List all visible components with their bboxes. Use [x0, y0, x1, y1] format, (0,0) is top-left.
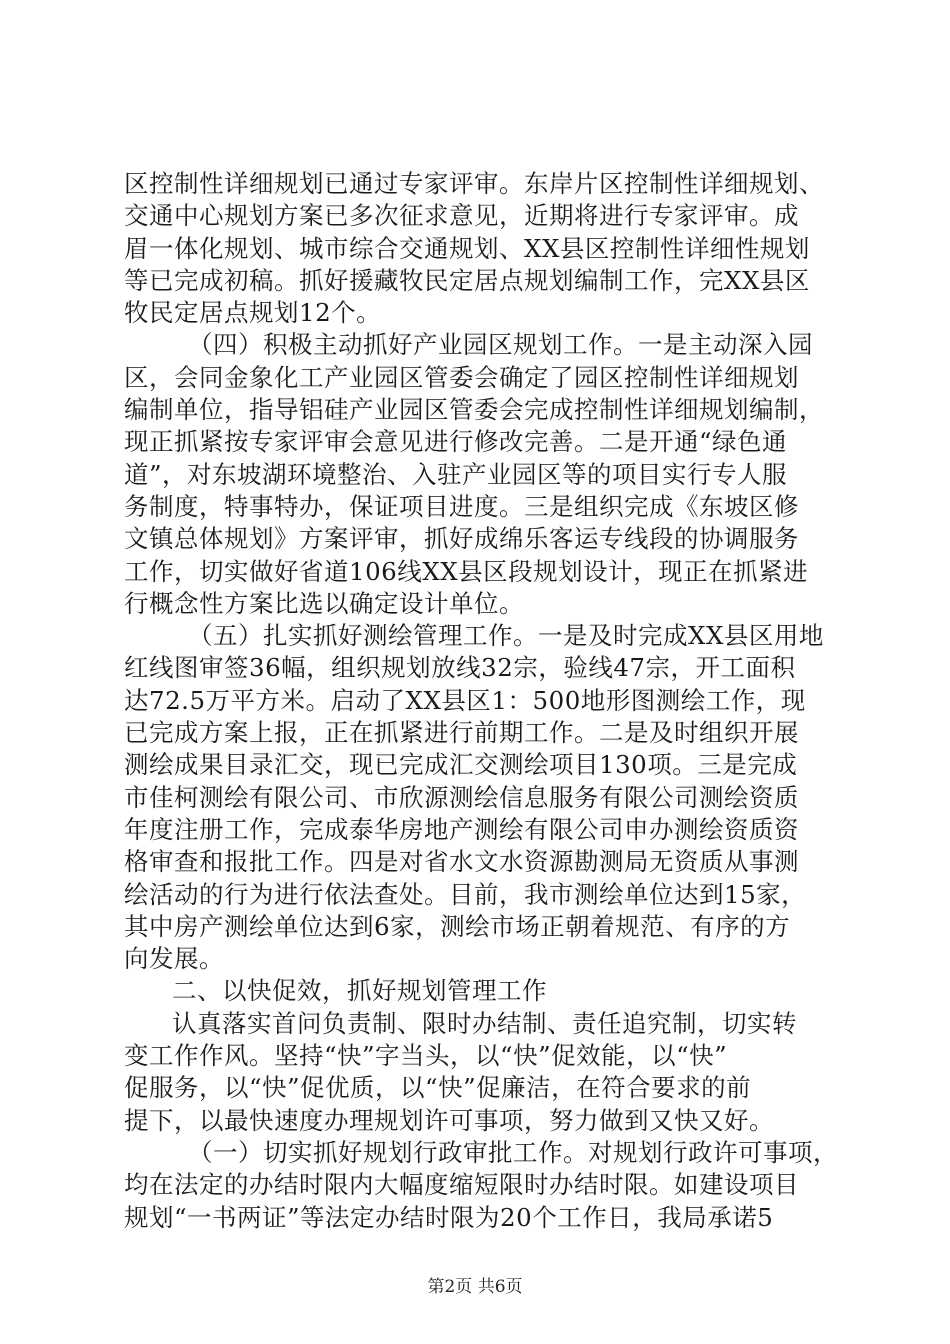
- text-line: 测绘成果目录汇交，现已完成汇交测绘项目130项。三是完成: [124, 750, 798, 780]
- text-line: 务制度，特事特办，保证项目进度。三是组织完成《东坡区修: [124, 491, 799, 521]
- text-line: 行概念性方案比选以确定设计单位。: [124, 588, 524, 618]
- paragraph-start-line: 认真落实首问负责制、限时办结制、责任追究制，切实转: [172, 1008, 797, 1038]
- paragraph-start-line: （一）切实抓好规划行政审批工作。对规划行政许可事项，: [188, 1137, 838, 1167]
- document-body: [124, 168, 844, 1234]
- text-line: 工作，切实做好省道106线XX县区段规划设计，现正在抓紧进: [124, 556, 809, 586]
- text-line: 达72.5万平方米。启动了XX县区1：500地形图测绘工作，现: [124, 685, 806, 715]
- paragraph-start-line: （五）扎实抓好测绘管理工作。一是及时完成XX县区用地: [188, 621, 824, 651]
- text-line: 区控制性详细规划已通过专家评审。东岸片区控制性详细规划、: [124, 169, 824, 198]
- text-line: 等已完成初稿。抓好援藏牧民定居点规划编制工作，完XX县区: [124, 265, 810, 295]
- text-line: 均在法定的办结时限内大幅度缩短限时办结时限。如建设项目: [124, 1170, 799, 1200]
- text-line: 其中房产测绘单位达到6家，测绘市场正朝着规范、有序的方: [124, 911, 791, 941]
- text-line: 向发展。: [124, 944, 224, 974]
- section-heading: 二、以快促效，抓好规划管理工作: [172, 976, 547, 1006]
- text-line: 眉一体化规划、城市综合交通规划、XX县区控制性详细性规划: [124, 233, 810, 263]
- text-line: 格审查和报批工作。四是对省水文水资源勘测局无资质从事测: [124, 847, 799, 877]
- text-line: 文镇总体规划》方案评审，抓好成绵乐客运专线段的协调服务: [124, 524, 799, 554]
- text-line: 年度注册工作，完成泰华房地产测绘有限公司申办测绘资质资: [124, 814, 799, 844]
- text-line: 已完成方案上报，正在抓紧进行前期工作。二是及时组织开展: [124, 718, 799, 748]
- text-line: 提下，以最快速度办理规划许可事项，努力做到又快又好。: [124, 1105, 774, 1135]
- text-line: 市佳柯测绘有限公司、市欣源测绘信息服务有限公司测绘资质: [124, 782, 799, 812]
- text-line: 牧民定居点规划12个。: [124, 298, 382, 328]
- text-line: 交通中心规划方案已多次征求意见，近期将进行专家评审。成: [124, 201, 799, 231]
- paragraph-start-line: （四）积极主动抓好产业园区规划工作。一是主动深入园: [188, 330, 813, 360]
- page-number-footer: 第2页 共6页: [427, 1277, 523, 1297]
- text-line: 促服务，以“快”促优质，以“快”促廉洁，在符合要求的前: [124, 1073, 752, 1103]
- text-line: 变工作作风。坚持“快”字当头，以“快”促效能，以“快”: [124, 1041, 728, 1071]
- text-line: 红线图审签36幅，组织规划放线32宗，验线47宗，开工面积: [124, 653, 796, 683]
- text-line: 绘活动的行为进行依法查处。目前，我市测绘单位达到15家，: [124, 879, 807, 909]
- text-line: 道”，对东坡湖环境整治、入驻产业园区等的项目实行专人服: [124, 459, 788, 489]
- text-line: 区，会同金象化工产业园区管委会确定了园区控制性详细规划: [124, 362, 799, 392]
- text-line: 编制单位，指导铝硅产业园区管委会完成控制性详细规划编制，: [124, 395, 824, 425]
- text-line: 现正抓紧按专家评审会意见进行修改完善。二是开通“绿色通: [124, 427, 788, 457]
- text-line: 规划“一书两证”等法定办结时限为20个工作日，我局承诺5: [124, 1202, 774, 1232]
